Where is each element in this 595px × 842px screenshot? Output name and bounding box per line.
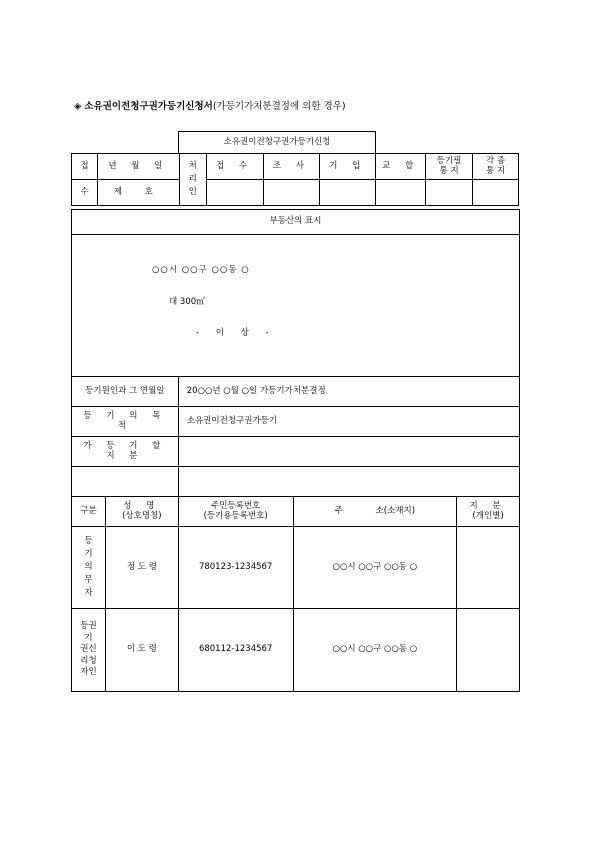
document-title <box>74 98 346 112</box>
party-id: 780123-1234567 <box>178 527 293 609</box>
property-land-area: 대 300㎡ <box>169 297 205 307</box>
field-blank-label <box>72 467 179 497</box>
property-header: 부동산의 표시 <box>72 210 520 235</box>
diamond-bullet-icon: ◈ <box>74 101 82 112</box>
field-blank-value <box>178 467 519 497</box>
col-notice: 등기필 통 지 <box>426 154 473 180</box>
party-share <box>457 527 520 609</box>
receipt-table <box>71 153 519 206</box>
field-share-label: 가 등 기 할 지 분 <box>72 437 179 467</box>
property-description <box>72 235 520 377</box>
field-cause-value: 20○○년 ○월 ○일 가등기가처분결정 <box>178 377 519 407</box>
cell-giip <box>320 180 376 206</box>
col-each-notice: 각 종 통 지 <box>473 154 519 180</box>
processor-label: 처 리 인 <box>179 154 206 206</box>
header-box-label: 소유권이전청구권가등기신청 <box>179 132 376 154</box>
cell-notice <box>426 180 473 206</box>
party-id: 680112-1234567 <box>178 609 293 692</box>
field-purpose-label: 등 기 의 목 적 <box>72 407 179 437</box>
party-name: 이 도 령 <box>105 609 178 692</box>
party-header-id: 주민등록번호 (등기용등록번호) <box>178 497 293 527</box>
col-gyohap: 교 합 <box>376 154 426 180</box>
party-address: ○○시 ○○구 ○○동 ○ <box>293 527 457 609</box>
cell-josa <box>263 180 320 206</box>
table-row <box>72 609 520 692</box>
col-giip: 기 입 <box>320 154 376 180</box>
party-header-gubun: 구분 <box>72 497 106 527</box>
party-header-address: 주 소(소재지) <box>293 497 457 527</box>
col-jeopsu: 접 수 <box>206 154 263 180</box>
field-purpose-value: 소유권이전청구권가등기 <box>178 407 519 437</box>
cell-gyohap <box>376 180 426 206</box>
receipt-number-label: 제 호 <box>97 180 179 206</box>
party-header-share: 지 분 (개인별) <box>457 497 520 527</box>
receipt-date-label: 년 월 일 <box>97 154 179 180</box>
cell-each-notice <box>473 180 519 206</box>
party-share <box>457 609 520 692</box>
party-role-claimant: 등권 기 권신 리청 자인 <box>72 609 106 692</box>
party-role-obligor: 등 기 의 무 자 <box>72 527 106 609</box>
title-main: 소유권이전청구권가등기신청서 <box>84 101 213 112</box>
table-row <box>72 527 520 609</box>
field-cause-label: 등기원인과 그 연월일 <box>72 377 179 407</box>
party-header-name: 성 명 (상호명칭) <box>105 497 178 527</box>
application-table <box>71 209 520 692</box>
party-name: 정 도 령 <box>105 527 178 609</box>
header-box-table <box>178 131 376 154</box>
cell-jeopsu <box>206 180 263 206</box>
receipt-jeop: 접 <box>72 154 98 180</box>
party-address: ○○시 ○○구 ○○동 ○ <box>293 609 457 692</box>
title-sub: (가등기가처분결정에 의한 경우) <box>212 101 346 112</box>
receipt-su: 수 <box>72 180 98 206</box>
col-josa: 조 사 <box>263 154 320 180</box>
property-address: ○○시 ○○구 ○○동 ○ <box>152 265 250 275</box>
property-end-mark: - 이 상 - <box>196 328 269 338</box>
field-share-value <box>178 437 519 467</box>
